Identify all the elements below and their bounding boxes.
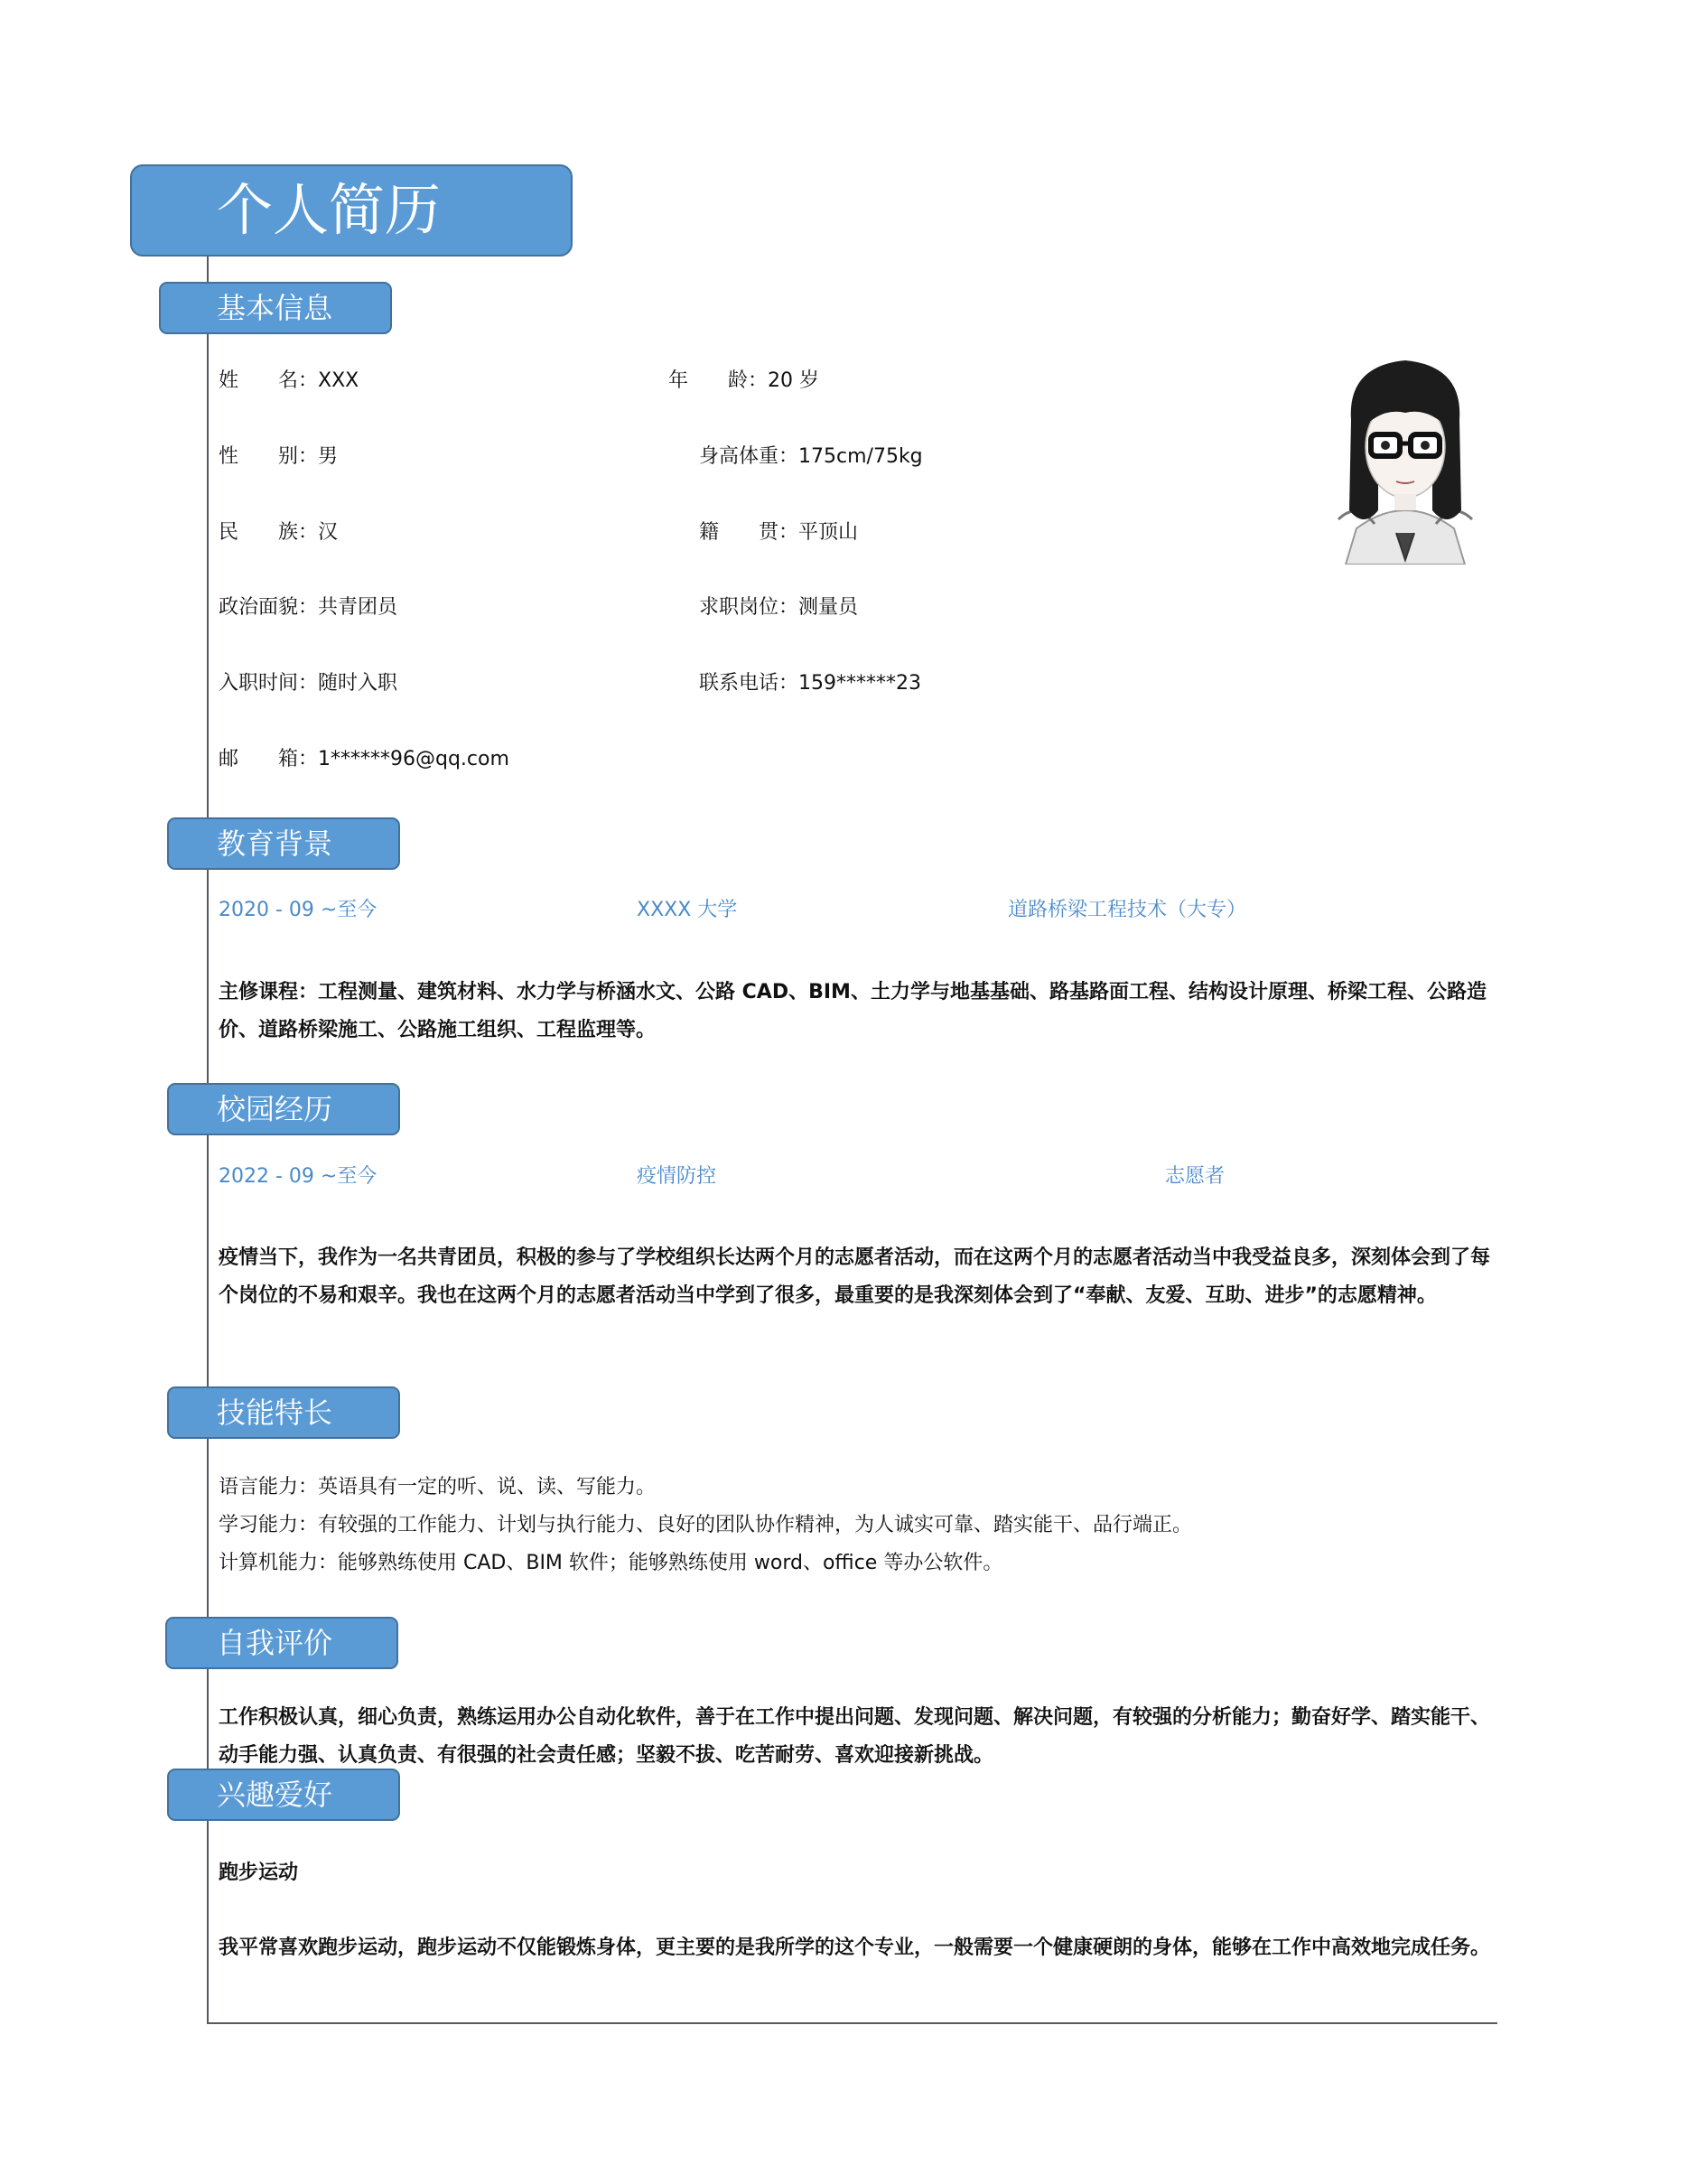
info-hometown-label: 籍 贯： bbox=[699, 521, 799, 544]
section-title-education: 教育背景 bbox=[217, 826, 333, 861]
info-ethnicity-value: 汉 bbox=[318, 521, 339, 544]
info-height-weight-label: 身高体重： bbox=[699, 445, 799, 468]
campus-activity: 疫情防控 bbox=[637, 1165, 717, 1188]
info-start-time-value: 随时入职 bbox=[318, 672, 398, 695]
info-hometown bbox=[699, 519, 858, 546]
skill-item: 计算机能力：能够熟练使用 CAD、BIM 软件；能够熟练使用 word、office 等办公软件。 bbox=[219, 1552, 1003, 1574]
info-position bbox=[699, 594, 858, 621]
info-phone bbox=[699, 670, 921, 697]
page-title: 个人简历 bbox=[217, 177, 442, 243]
info-height-weight-value: 175cm/75kg bbox=[798, 445, 923, 468]
section-title-hobbies: 兴趣爱好 bbox=[217, 1778, 333, 1812]
info-start-time bbox=[219, 670, 397, 697]
info-email-label: 邮 箱： bbox=[219, 748, 319, 770]
info-name-label: 姓 名： bbox=[219, 369, 319, 392]
section-title-campus: 校园经历 bbox=[217, 1092, 333, 1126]
info-phone-value: 159******23 bbox=[798, 672, 922, 695]
education-courses: 主修课程：工程测量、建筑材料、水力学与桥涵水文、公路 CAD、BIM、土力学与地基基础、路基路面工程、结构设计原理、桥梁工程、公路造价、道路桥梁施工、公路施工组织、工程监理等。 bbox=[219, 981, 1487, 1041]
info-political bbox=[219, 594, 397, 621]
education-major: 道路桥梁工程技术（大专） bbox=[1008, 899, 1247, 921]
info-gender-label: 性 别： bbox=[219, 445, 319, 468]
info-email bbox=[219, 746, 509, 773]
info-political-value: 共青团员 bbox=[318, 596, 398, 619]
info-age bbox=[668, 368, 819, 395]
info-age-label: 年 龄： bbox=[668, 369, 769, 392]
education-school: XXXX 大学 bbox=[637, 899, 738, 921]
info-start-time-label: 入职时间： bbox=[219, 672, 319, 695]
info-hometown-value: 平顶山 bbox=[798, 521, 859, 544]
info-name-value: XXX bbox=[318, 369, 359, 392]
section-title-basic: 基本信息 bbox=[217, 291, 333, 325]
section-title-skills: 技能特长 bbox=[217, 1395, 333, 1430]
info-gender bbox=[219, 443, 338, 471]
info-email-value: 1******96@qq.com bbox=[318, 748, 509, 770]
hobby-description: 我平常喜欢跑步运动，跑步运动不仅能锻炼身体，更主要的是我所学的这个专业，一般需要一个健康硬朗的身体，能够在工作中高效地完成任务。 bbox=[219, 1937, 1491, 1959]
avatar bbox=[1320, 348, 1490, 565]
skill-item: 学习能力：有较强的工作能力、计划与执行能力、良好的团队协作精神，为人诚实可靠、踏实能干、品行端正。 bbox=[219, 1514, 1193, 1536]
self-eval-text: 工作积极认真，细心负责，熟练运用办公自动化软件，善于在工作中提出问题、发现问题、解决问题，有较强的分析能力；勤奋好学、踏实能干、动手能力强、认真负责、有很强的社会责任感；坚毅不拔、吃苦耐劳、喜欢迎接新挑战。 bbox=[219, 1706, 1491, 1767]
hobby-title: 跑步运动 bbox=[219, 1862, 299, 1884]
info-position-label: 求职岗位： bbox=[699, 596, 799, 619]
info-position-value: 测量员 bbox=[798, 596, 859, 619]
education-date: 2020 - 09 ~至今 bbox=[219, 899, 378, 921]
timeline-bottom-line bbox=[207, 2022, 1497, 2024]
info-age-value: 20 岁 bbox=[768, 369, 820, 392]
skill-item: 语言能力：英语具有一定的听、说、读、写能力。 bbox=[219, 1476, 657, 1498]
skills-list bbox=[219, 1469, 1497, 1582]
campus-date: 2022 - 09 ~至今 bbox=[219, 1165, 378, 1188]
campus-description: 疫情当下，我作为一名共青团员，积极的参与了学校组织长达两个月的志愿者活动，而在这两个月的志愿者活动当中我受益良多，深刻体会到了每个岗位的不易和艰辛。我也在这两个月的志愿者活动当中学到了很多，最重要的是我深刻体会到了“奉献、友爱、互助、进步”的志愿精神。 bbox=[219, 1246, 1491, 1307]
info-phone-label: 联系电话： bbox=[699, 672, 799, 695]
campus-role: 志愿者 bbox=[1165, 1165, 1226, 1188]
info-political-label: 政治面貌： bbox=[219, 596, 319, 619]
info-name bbox=[219, 368, 359, 395]
info-ethnicity-label: 民 族： bbox=[219, 521, 319, 544]
section-title-self-eval: 自我评价 bbox=[217, 1626, 333, 1660]
info-gender-value: 男 bbox=[318, 445, 339, 468]
info-ethnicity bbox=[219, 519, 338, 546]
info-height-weight bbox=[699, 443, 923, 471]
